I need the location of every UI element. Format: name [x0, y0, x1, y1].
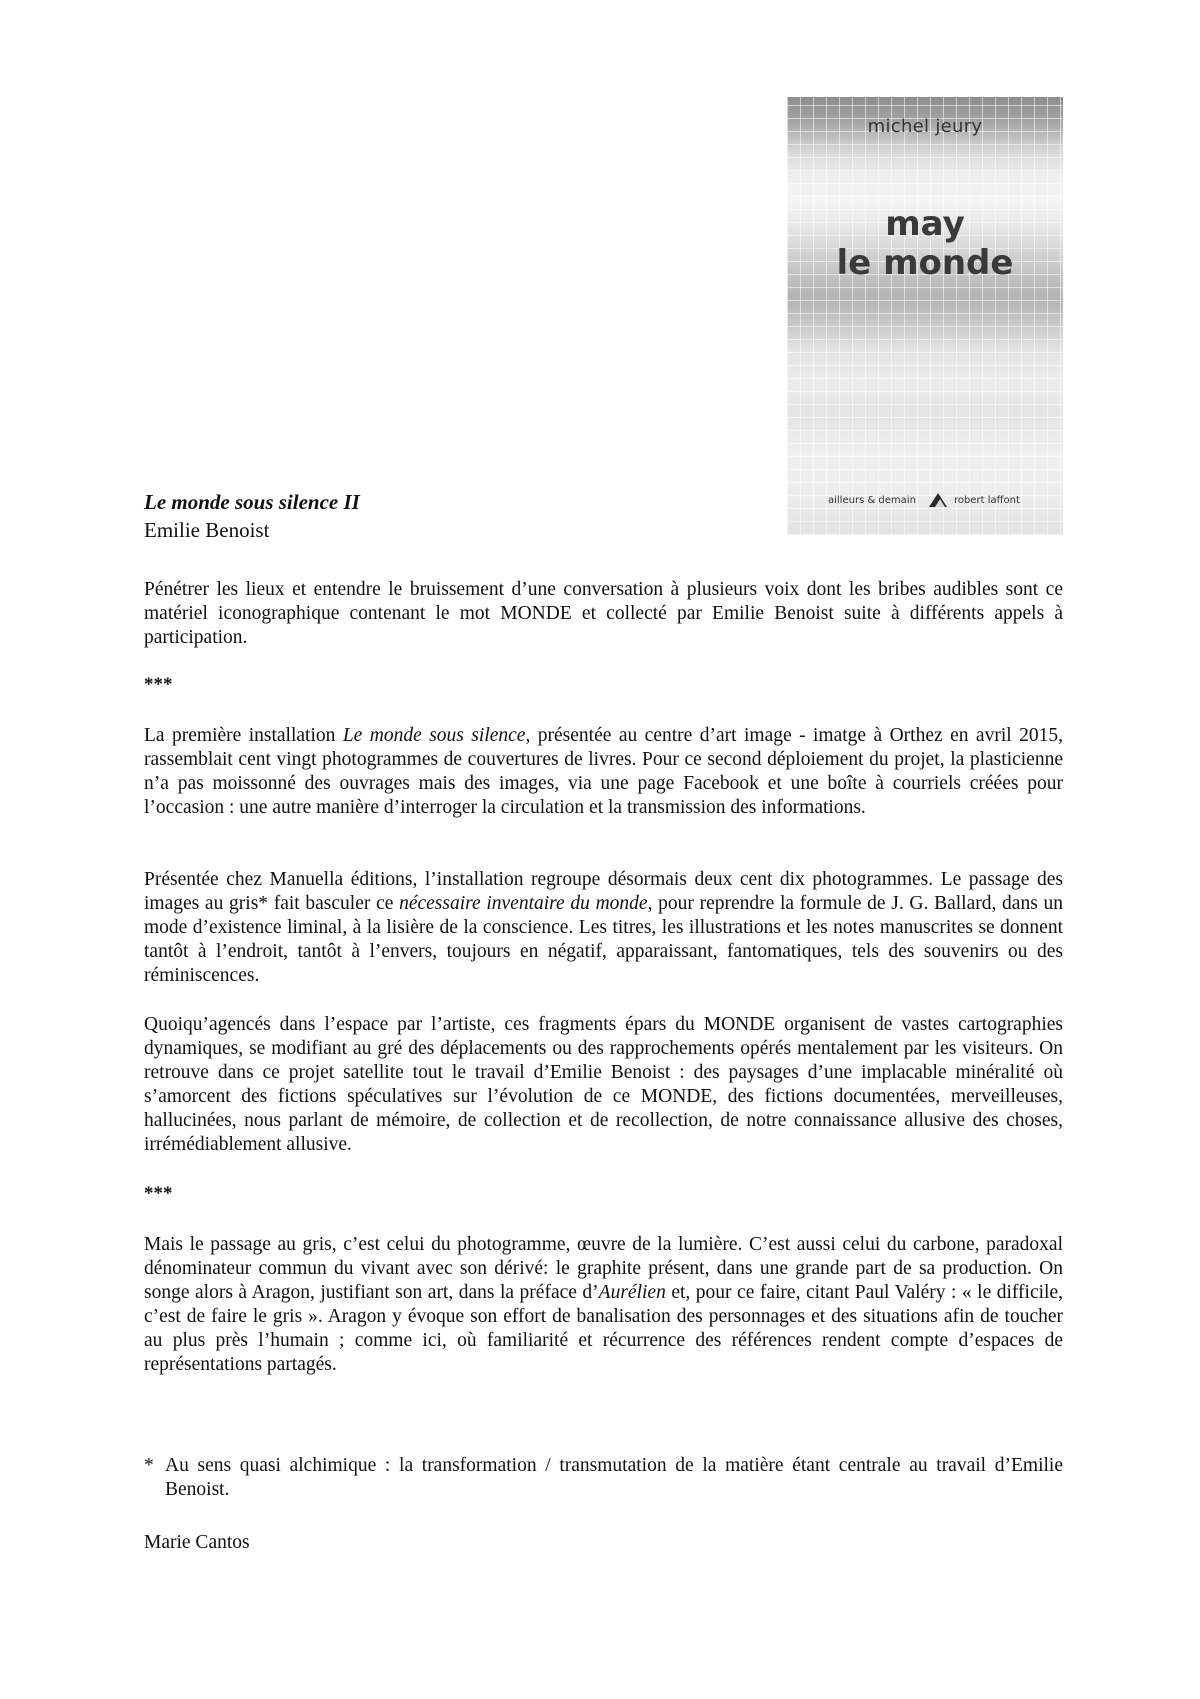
separator: ***: [144, 674, 173, 695]
paragraph-3: Quoiqu’agencés dans l’espace par l’artiste, ces fragments épars du MONDE organisent de vastes cartographies dynamiques, se modifiant au gré des déplacements ou des rapprochements opérés mentalement par les visiteurs. On retrouve dans ce projet satellite tout le travail d’Emilie Benoist : des paysages d’une implacable minéralité où s’amorcent des fictions spéculatives sur l’évolution de ce MONDE, des fictions documentées, merveilleuses, hallucinées, nous parlant de mémoire, de collection et de recollection, de notre connaissance allusive des choses, irrémédiablement allusive.: [144, 1014, 1063, 1155]
cover-footer: [787, 493, 1063, 509]
paragraph-1: [144, 724, 1063, 820]
signature: Marie Cantos: [144, 1532, 250, 1553]
cover-collection: ailleurs & demain: [828, 495, 916, 506]
paragraph-4: [144, 1233, 1063, 1377]
paragraph-1-italic: Le monde sous silence: [342, 725, 526, 746]
footnote-mark: *: [144, 1455, 154, 1476]
paragraph-4-text-a: Mais le passage au gris, c’est celui du photogramme, œuvre de la lumière. C’est aussi celui du carbone, paradoxal dénominateur commun du vivant avec son dérivé: le graphite présent, dans une grande part de sa production. On songe alors à Aragon, justifiant son art, dans la préface d’: [144, 1234, 1063, 1303]
paragraph-4-italic: Aurélien: [598, 1282, 666, 1303]
cover-publisher: robert laffont: [954, 495, 1020, 506]
paragraph-2-italic: nécessaire inventaire du monde: [399, 893, 648, 914]
paragraph-1-text-a: La première installation: [144, 725, 343, 746]
cover-title-line2: le monde: [836, 243, 1014, 283]
artist-name: Emilie Benoist: [144, 518, 270, 542]
paragraph-2-text-b: , pour reprendre la formule de J. G. Ballard, dans un mode d’existence liminal, à la lisière de la conscience. Les titres, les illustrations et les notes manuscrites se donnent tantôt à l’endroit, tantôt à l’envers, toujours en négatif, apparaissant, fantomatiques, tels des souvenirs ou des réminiscences.: [144, 893, 1063, 986]
cover-author: michel jeury: [867, 116, 983, 137]
separator: ***: [144, 1183, 173, 1204]
paragraph-2-text-a: Présentée chez Manuella éditions, l’installation regroupe désormais deux cent dix photogrammes. Le passage des images au gris* fait basculer ce: [144, 869, 1063, 914]
footnote-text: Au sens quasi alchimique : la transformation / transmutation de la matière étant centrale au travail d’Emilie Benoist.: [165, 1455, 1063, 1500]
cover-title: [787, 205, 1063, 283]
article-title: Le monde sous silence II: [144, 490, 360, 514]
paragraph-4-text-b: et, pour ce faire, citant Paul Valéry : « le difficile, c’est de faire le gris ». Aragon y évoque son effort de banalisation des personnages et des situations afin de toucher au plus près l’humain ; comme ici, où familiarité et récurrence des références rendent compte d’espaces de représentations partagés.: [144, 1282, 1063, 1375]
cover-title-line1: may: [885, 204, 965, 244]
paragraph-2: [144, 868, 1063, 988]
triangle-logo-icon: [929, 493, 947, 507]
intro-paragraph: Pénétrer les lieux et entendre le bruissement d’une conversation à plusieurs voix dont les bribes audibles sont ce matériel iconographique contenant le mot MONDE et collecté par Emilie Benoist suite à différents appels à participation.: [144, 579, 1063, 648]
paragraph-1-text-b: , présentée au centre d’art image - imatge à Orthez en avril 2015, rassemblait cent vingt photogrammes de couvertures de livres. Pour ce second déploiement du projet, la plasticienne n’a pas moissonné des ouvrages mais des images, via une page Facebook et une boîte à courriels créées pour l’occasion : une autre manière d’interroger la circulation et la transmission des informations.: [144, 725, 1063, 818]
book-cover-image: [787, 97, 1063, 535]
